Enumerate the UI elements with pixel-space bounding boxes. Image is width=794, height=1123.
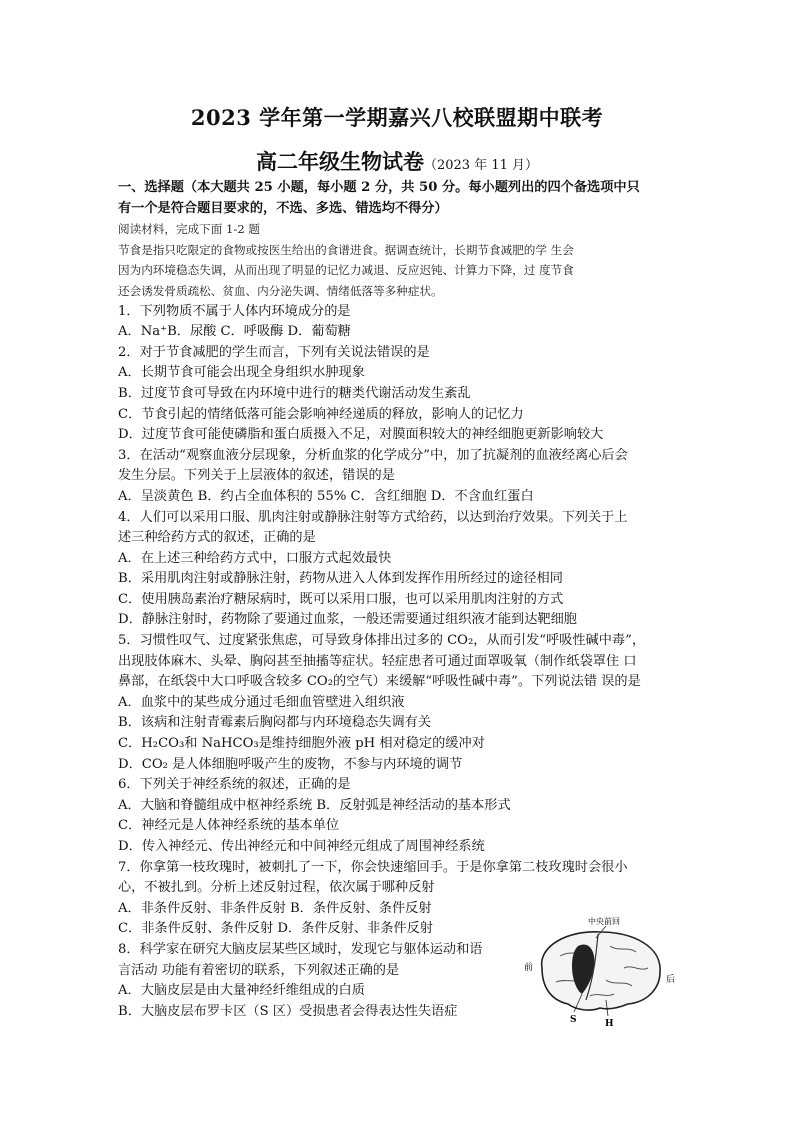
brain-outline (542, 932, 660, 1010)
question-line: A．呈淡黄色 B．约占全血体积的 55% C．含红细胞 D．不含血红蛋白 (118, 488, 534, 504)
question-line: A．Na⁺B．尿酸 C．呼吸酶 D．葡萄糖 (118, 324, 351, 340)
question-line: C．神经元是人体神经系统的基本单位 (118, 818, 340, 834)
exam-content (118, 178, 678, 1022)
question-line: C．非条件反射、条件反射 D．条件反射、非条件反射 (118, 921, 433, 937)
question-line: C．H₂CO₃和 NaHCO₃是维持细胞外液 pH 相对稳定的缓冲对 (118, 736, 485, 752)
subtitle-text: 高二年级生物试卷 (255, 149, 424, 174)
question-line: 述三种给药方式的叙述，正确的是 (118, 530, 316, 546)
front-label: 前 (524, 963, 534, 973)
question-line: C．节食引起的情绪低落可能会影响神经递质的释放，影响人的记忆力 (118, 406, 524, 422)
h-label: H (605, 1019, 614, 1026)
question-stem: 7．你拿第一枝玫瑰时，被刺扎了一下，你会快速缩回手。于是你拿第二枝玫瑰时会很小 (118, 859, 628, 875)
exam-subtitle (0, 146, 794, 176)
reading-line: 还会诱发骨质疏松、贫血、内分泌失调、情绪低落等多种症状。 (118, 283, 443, 298)
question-line: A．大脑皮层是由大量神经纤维组成的白质 (118, 983, 365, 999)
reading-line: 因为内环境稳态失调，从而出现了明显的记忆力减退、反应迟钝、计算力下降，过 度节食 (118, 263, 574, 278)
question-line: A．在上述三种给药方式中，口服方式起效最快 (118, 550, 392, 566)
question-stem: 6．下列关于神经系统的叙述，正确的是 (118, 777, 351, 793)
question-stem: 3．在活动“观察血液分层现象，分析血浆的化学成分”中，加了抗凝剂的血液经离心后会 (118, 447, 628, 463)
question-line: B．过度节食可导致在内环境中进行的糖类代谢活动发生紊乱 (118, 385, 471, 401)
section-heading-line1: 一、选择题（本大题共 25 小题，每小题 2 分，共 50 分。每小题列出的四个备选项中只 (118, 180, 640, 195)
question-list (118, 302, 678, 1023)
question-line: C．使用胰岛素治疗糖尿病时，既可以采用口服，也可以采用肌肉注射的方式 (118, 591, 564, 607)
question-line: 出现肢体麻木、头晕、胸闷甚至抽搐等症状。轻症患者可通过面罩吸氧（制作纸袋罩住 口 (118, 653, 637, 669)
question-line: A．血浆中的某些成分通过毛细血管壁进入组织液 (118, 694, 405, 710)
back-label: 后 (666, 975, 676, 985)
section-heading-line2: 有一个是符合题目要求的，不选、多选、错选均不得分） (118, 200, 448, 216)
question-stem: 4．人们可以采用口服、肌肉注射或静脉注射等方式给药，以达到治疗效果。下列关于上 (118, 509, 628, 525)
reading-line: 节食是指只吃限定的食物或按医生给出的食谱进食。据调查统计，长期节食减肥的学 生会 (118, 242, 574, 257)
top-label: 中央前回 (588, 917, 620, 926)
question-line: D．传入神经元、传出神经元和中间神经元组成了周围神经系统 (118, 839, 485, 854)
question-line: 鼻部，在纸袋中大口呼吸含较多 CO₂的空气）来缓解“呼吸性碱中毒”。下列说法错 误的是 (118, 674, 641, 690)
question-stem: 2．对于节食减肥的学生而言，下列有关说法错误的是 (118, 344, 430, 360)
question-line: D．CO₂ 是人体细胞呼吸产生的废物，不参与内环境的调节 (118, 756, 463, 772)
question-line: B．采用肌肉注射或静脉注射，药物从进入人体到发挥作用所经过的途径相同 (118, 571, 563, 587)
question-line: B．大脑皮层布罗卡区（S 区）受损患者会得表达性失语症 (118, 1003, 458, 1019)
question-line: D．静脉注射时，药物除了要通过血浆，一般还需要通过组织液才能到达靶细胞 (118, 612, 577, 628)
question-line: A．大脑和脊髓组成中枢神经系统 B．反射弧是神经活动的基本形式 (118, 797, 511, 813)
reading-intro: 阅读材料，完成下面 1-2 题 (118, 222, 260, 237)
question-line: D．过度节食可能使磷脂和蛋白质摄入不足，对膜面积较大的神经细胞更新影响较大 (118, 427, 604, 443)
question-stem: 8．科学家在研究大脑皮层某些区域时，发现它与躯体运动和语 (118, 941, 483, 957)
question-line: 发生分层。下列关于上层液体的叙述，错误的是 (118, 468, 395, 484)
question-stem: 1．下列物质不属于人体内环境成分的是 (118, 303, 351, 319)
question-line: 言活动 功能有着密切的联系，下列叙述正确的是 (118, 962, 400, 978)
subtitle-date: （2023 年 11 月） (423, 158, 539, 173)
question-line: A．长期节食可能会出现全身组织水肿现象 (118, 365, 365, 381)
question-line: 心，不被扎到。分析上述反射过程，依次属于哪种反射 (118, 880, 435, 896)
exam-title: 2023 学年第一学期嘉兴八校联盟期中联考 (190, 105, 604, 130)
question-line: B．该病和注射青霉素后胸闷都与内环境稳态失调有关 (118, 715, 432, 731)
s-label: S (570, 1015, 577, 1025)
question-line: A．非条件反射、非条件反射 B．条件反射、条件反射 (118, 900, 432, 916)
brain-diagram (520, 916, 680, 1026)
question-stem: 5．习惯性叹气、过度紧张焦虑，可导致身体排出过多的 CO₂，从而引发“呼吸性碱中毒”， (118, 633, 646, 649)
